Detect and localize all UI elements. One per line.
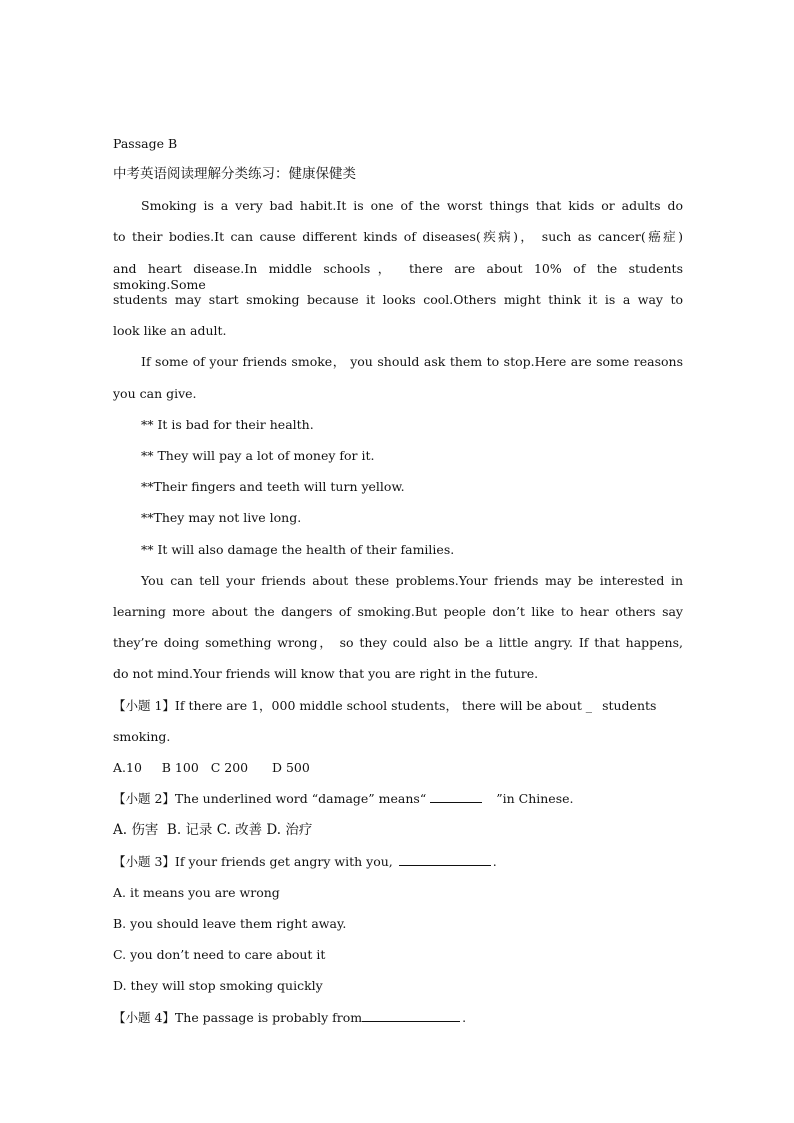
answer-blank[interactable] (430, 791, 482, 803)
question-4-stem-end: . (462, 1010, 467, 1025)
question-3-option-a: A. it means you are wrong (113, 885, 280, 900)
question-1-stem-before: 【小题 1】If there are 1，000 middle school students， there will be about _ (113, 698, 593, 713)
question-1-options: A.10 B 100 C 200 D 500 (113, 760, 310, 775)
reason-item: ** It is bad for their health. (141, 417, 314, 432)
reason-item: **Their fingers and teeth will turn yellow. (141, 479, 405, 494)
paragraph-2-line-1: If some of your friends smoke， you should ask them to stop.Here are some reasons (141, 354, 683, 369)
paragraph-3-line-3: they’re doing something wrong， so they could also be a little angry. If that happens, (113, 635, 683, 650)
paragraph-2-line-2: you can give. (113, 386, 197, 401)
passage-label: Passage B (113, 136, 178, 151)
question-2-stem-b: ”in Chinese. (496, 791, 574, 806)
subtitle: 中考英语阅读理解分类练习：健康保健类 (113, 166, 356, 182)
reason-item: ** They will pay a lot of money for it. (141, 448, 375, 463)
question-3-option-d: D. they will stop smoking quickly (113, 978, 323, 993)
paragraph-3-line-1: You can tell your friends about these problems.Your friends may be interested in (141, 573, 683, 588)
question-2-stem (113, 791, 683, 807)
paragraph-1-line-3: and heart disease.In middle schools， there are about 10% of the students smoking.Some (113, 261, 683, 292)
question-3-stem-end: . (492, 854, 497, 869)
paragraph-1-line-2: to their bodies.It can cause different kinds of diseases(疾病)， such as cancer(癌症) (113, 229, 683, 244)
question-1-stem-after: students (602, 698, 657, 713)
reason-item: **They may not live long. (141, 510, 302, 525)
question-1-stem-cont: smoking. (113, 729, 171, 744)
question-3-stem (113, 854, 683, 870)
answer-blank[interactable] (362, 1010, 460, 1022)
question-4-stem (113, 1010, 683, 1026)
paragraph-3-line-2: learning more about the dangers of smoking.But people don’t like to hear others say (113, 604, 683, 619)
paragraph-1-line-4: students may start smoking because it looks cool.Others might think it is a way to (113, 292, 683, 307)
question-3-option-b: B. you should leave them right away. (113, 916, 347, 931)
question-2-options: A. 伤害 B. 记录 C. 改善 D. 治疗 (113, 822, 313, 838)
reason-item: ** It will also damage the health of their families. (141, 542, 455, 557)
question-1-stem (113, 698, 683, 714)
paragraph-1-line-5: look like an adult. (113, 323, 227, 338)
paragraph-1-line-1: Smoking is a very bad habit.It is one of the worst things that kids or adults do (141, 198, 683, 213)
answer-blank[interactable] (399, 854, 491, 866)
question-2-stem-a: 【小题 2】The underlined word “damage” means“ (113, 791, 427, 806)
question-4-stem-text: 【小题 4】The passage is probably from (113, 1010, 363, 1025)
question-3-stem-text: 【小题 3】If your friends get angry with you, (113, 854, 393, 869)
question-3-option-c: C. you don’t need to care about it (113, 947, 326, 962)
paragraph-3-line-4: do not mind.Your friends will know that you are right in the future. (113, 666, 539, 681)
